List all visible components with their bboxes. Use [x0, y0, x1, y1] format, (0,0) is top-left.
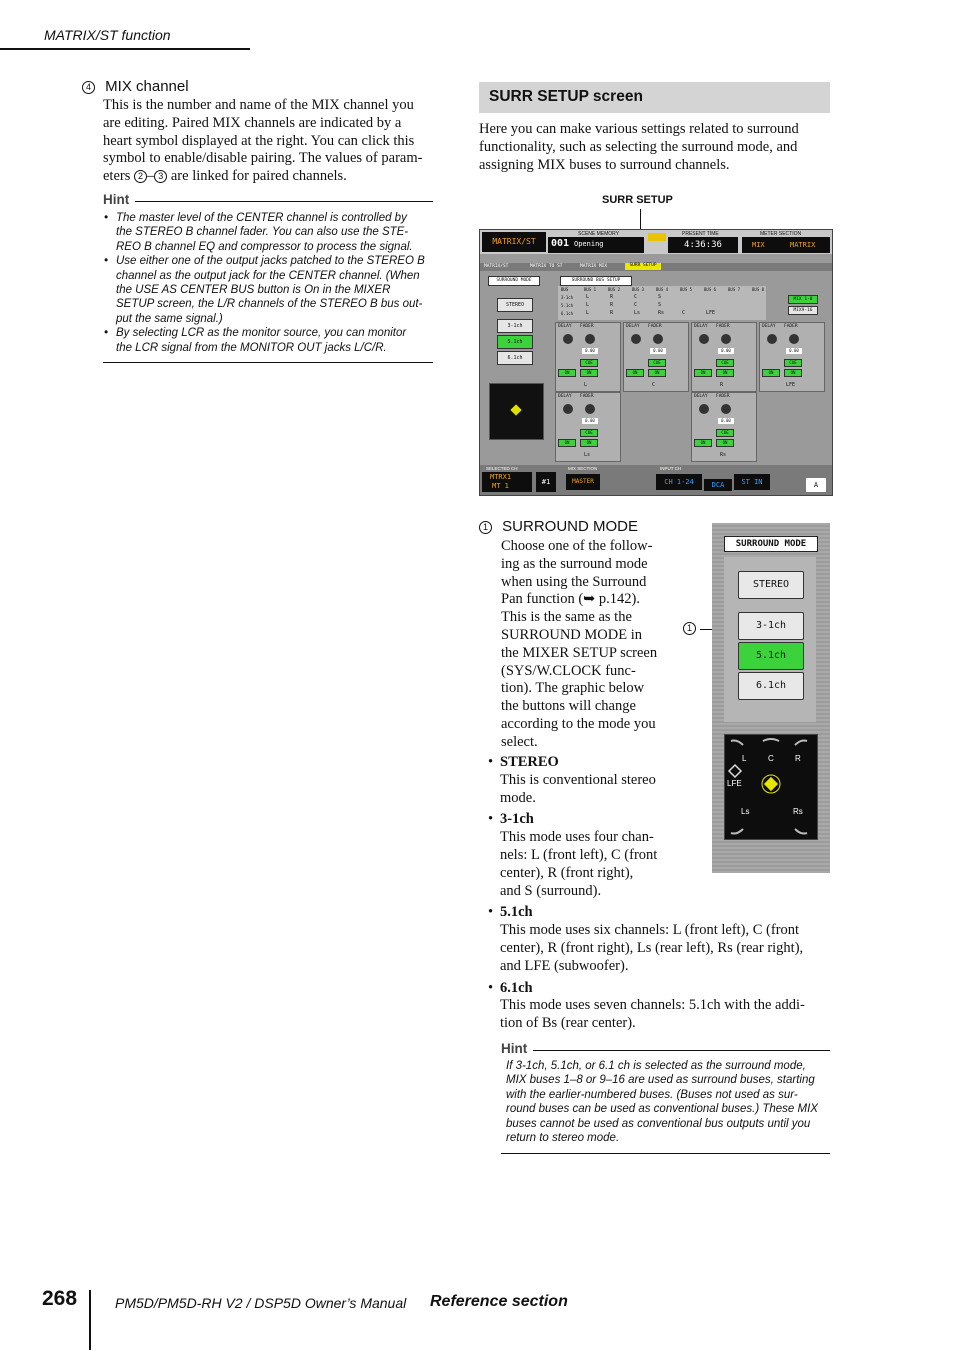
surr-setup-screenshot: MATRIX/ST SCENE MEMORY 001 Opening PRESENT TIME 4:36:36 METER SECTION MIX MATRIX MATRIX/ST MATRIX TO ST MATRIX MIX SURR SETUP SURROUND MODE STEREO 3-1ch 5.1ch 6.1ch SURROUND BUS SETUP BUS BUS 1 BUS 2 BUS 3 BUS 4 BUS 5 BUS 6 BUS 7 BUS 8 3-1ch L R C S 5.1ch L R C S 6.1ch L R Ls Rs C LFE MIX 1-8 MIX9-16 DELAY FADER 0.00 CUE ON ON L DELAY FADER 0.00 CUE ON ON C DELAY FADER 0.00 CUE ON ON R DELAY FADER 0.00 CUE ON ON LFE DELAY FADER 0.00 CUE ON ON Ls DELAY FADER 0.00 CUE ON ON Rs SELECTED CH MTRX1 MT 1 #1 MIX SECTION MASTER INPUT CH CH 1-24 DCA ST IN A — [479, 229, 833, 496]
on-button[interactable]: ON — [626, 369, 644, 377]
surround-mode-label: SURROUND MODE — [488, 276, 540, 286]
channel-number: #1 — [536, 472, 556, 492]
zoom-speaker-graphic — [724, 734, 818, 840]
speaker-lfe: LFE — [727, 779, 742, 788]
on-button[interactable]: ON — [784, 369, 802, 377]
mix-master[interactable]: MASTER — [566, 474, 600, 490]
hint-item: • By selecting LCR as the monitor source, you can monitor the LCR signal from the MONITOR OUT jacks L/C/R. — [103, 326, 433, 355]
hint-label: Hint — [103, 192, 130, 207]
mode-button-stereo[interactable]: STEREO — [497, 298, 533, 312]
knob-icon[interactable] — [563, 334, 573, 344]
on-button[interactable]: ON — [716, 369, 734, 377]
page-number: 268 — [42, 1287, 78, 1310]
manual-title: PM5D/PM5D-RH V2 / DSP5D Owner’s Manual — [115, 1295, 407, 1311]
speaker-c: C — [768, 754, 774, 763]
hint-label: Hint — [501, 1041, 528, 1056]
mode-lcd: MATRIX/ST — [482, 232, 546, 252]
right-hint-box: Hint If 3-1ch, 5.1ch, or 6.1 ch is selected as the surround mode, MIX buses 1–8 or 9–16 are used as surround buses, starting with the earlier-numbered buses. (Buses not used as sur- round buses can be used as conventional buses.) These MIX buses cannot be used as conventional bus outputs until you return to stereo mode. — [501, 1041, 830, 1154]
bullet-item: • STEREO This is conventional stereo mode. — [487, 754, 832, 807]
item-number: 1 — [479, 521, 492, 534]
zoom-5-1ch-button[interactable]: 5.1ch — [738, 642, 804, 670]
mode-button-5-1ch[interactable]: 5.1ch — [497, 335, 533, 349]
on-button[interactable]: ON — [694, 369, 712, 377]
tab-matrix-mix[interactable]: MATRIX MIX — [580, 264, 608, 269]
cue-button[interactable]: CUE — [716, 359, 734, 367]
knob-icon[interactable] — [699, 404, 709, 414]
speaker-r: R — [795, 754, 801, 763]
bus-table: BUS BUS 1 BUS 2 BUS 3 BUS 4 BUS 5 BUS 6 BUS 7 BUS 8 3-1ch L R C S 5.1ch L R C S 6.1ch L R Ls Rs C LFE — [558, 286, 766, 320]
tab-matrix-st[interactable]: MATRIX/ST — [484, 264, 509, 269]
callout-label: SURR SETUP — [602, 194, 673, 206]
surround-bus-setup-label: SURROUND BUS SETUP — [560, 276, 632, 286]
footer-rule — [89, 1290, 91, 1350]
time-display: 4:36:36 — [668, 237, 738, 253]
cue-button[interactable]: CUE — [648, 359, 666, 367]
bullet-item: • 3-1ch This mode uses four chan- nels: L (front left), C (front center), R (front right), and S (surround). — [487, 811, 832, 900]
surround-mode-body: Choose one of the follow- ing as the surround mode when using the Surround Pan function (➥ p.142). This is the same as the SURROUND MODE in the MIXER SETUP screen (SYS/W.CLOCK func- tion). The graphic below the buttons will change according to the mode you select. — [501, 538, 658, 750]
surround-mode-zoom — [712, 523, 830, 873]
hint-item: • The master level of the CENTER channel is controlled by the STEREO B channel fader. You can also use the STE- REO B channel EQ and compressor to process the signal. — [103, 211, 433, 254]
item-title: MIX channel — [105, 78, 189, 95]
knob-icon[interactable] — [563, 404, 573, 414]
cue-button[interactable]: CUE — [580, 359, 598, 367]
knob-icon[interactable] — [653, 334, 663, 344]
intro-text: Here you can make various settings related to surround functionality, such as selecting the surround mode, and assigning MIX buses to surround channels. — [479, 121, 799, 173]
surround-mode-item — [479, 518, 638, 535]
footer-section: Reference section — [430, 1293, 568, 1310]
dca-button[interactable]: DCA — [704, 479, 732, 491]
item-title: SURROUND MODE — [502, 518, 639, 535]
bullet-item: • 5.1ch This mode uses six channels: L (front left), C (front center), R (front right), Ls (rear left), Rs (rear right), and LFE (subwoofer). — [487, 904, 832, 975]
zoom-title: SURROUND MODE — [724, 536, 818, 552]
on-button[interactable]: ON — [716, 439, 734, 447]
knob-icon[interactable] — [585, 404, 595, 414]
hint-item: • Use either one of the output jacks patched to the STEREO B channel as the output jack for the CENTER channel. (When the USE AS CENTER BUS button is On in the MIXER SETUP screen, the L/R channels of the STEREO B bus out- put the same signal.) — [103, 254, 433, 326]
lock-icon — [648, 233, 666, 241]
scene-name: Opening — [574, 240, 604, 248]
bullet-item: • 6.1ch This mode uses seven channels: 5.1ch with the addi- tion of Bs (rear center). — [487, 980, 832, 1033]
meter-section: MIX MATRIX — [742, 237, 830, 253]
mode-button-6-1ch[interactable]: 6.1ch — [497, 351, 533, 365]
st-in-button[interactable]: ST IN — [734, 474, 770, 490]
zoom-3-1ch-button[interactable]: 3-1ch — [738, 612, 804, 640]
item-body: This is the number and name of the MIX channel you are editing. Paired MIX channels are indicated by a heart symbol displayed at the right. You can click this symbol to enable/disable pairing. The values of param- eters 2 – 3 are linked for paired channels. — [103, 97, 423, 185]
item-number: 4 — [82, 81, 95, 94]
speaker-rs: Rs — [793, 807, 803, 816]
scene-number: 001 — [551, 238, 570, 249]
on-button[interactable]: ON — [558, 439, 576, 447]
on-button[interactable]: ON — [580, 439, 598, 447]
mode-button-3-1ch[interactable]: 3-1ch — [497, 319, 533, 333]
pan-position-icon — [510, 404, 521, 415]
tab-surr-setup[interactable]: SURR SETUP — [625, 263, 661, 270]
selected-ch-lcd: MTRX1 MT 1 — [482, 472, 532, 492]
tab-matrix-to-st[interactable]: MATRIX TO ST — [530, 264, 563, 269]
header-rule — [0, 48, 250, 50]
on-button[interactable]: ON — [694, 439, 712, 447]
zoom-6-1ch-button[interactable]: 6.1ch — [738, 672, 804, 700]
callout-number: 1 — [683, 622, 696, 635]
on-button[interactable]: ON — [580, 369, 598, 377]
strip-row-2: DELAY FADER 0.00 CUE ON ON Ls DELAY FADER 0.00 CUE ON ON Rs — [555, 392, 830, 460]
knob-icon[interactable] — [789, 334, 799, 344]
scene-lcd — [548, 237, 644, 253]
section-title-bar — [479, 82, 830, 113]
cue-button[interactable]: CUE — [784, 359, 802, 367]
section-title: SURR SETUP screen — [489, 88, 643, 105]
on-button[interactable]: ON — [648, 369, 666, 377]
on-button[interactable]: ON — [558, 369, 576, 377]
speaker-l: L — [742, 754, 747, 763]
user-key[interactable]: A — [806, 478, 826, 492]
knob-icon[interactable] — [585, 334, 595, 344]
left-hint-box — [103, 192, 433, 363]
running-title: MATRIX/ST function — [44, 27, 171, 43]
mix-range-1-8[interactable]: MIX 1-8 — [788, 295, 818, 304]
knob-icon[interactable] — [631, 334, 641, 344]
strip-row-1: DELAY FADER 0.00 CUE ON ON L DELAY FADER 0.00 CUE ON ON C DELAY FADER 0.00 CUE ON ON R DELAY FADER 0.00 CUE ON ON LFE — [555, 322, 830, 390]
knob-icon[interactable] — [699, 334, 709, 344]
knob-icon[interactable] — [721, 334, 731, 344]
on-button[interactable]: ON — [762, 369, 780, 377]
mix-range-9-16[interactable]: MIX9-16 — [788, 306, 818, 315]
mix-channel-item — [82, 78, 437, 186]
cue-button[interactable]: CUE — [580, 429, 598, 437]
surround-graphic — [489, 383, 544, 440]
speaker-ls: Ls — [741, 807, 750, 816]
cue-button[interactable]: CUE — [716, 429, 734, 437]
knob-icon[interactable] — [767, 334, 777, 344]
zoom-stereo-button[interactable]: STEREO — [738, 571, 804, 599]
input-ch-range[interactable]: CH 1-24 — [656, 474, 702, 490]
knob-icon[interactable] — [721, 404, 731, 414]
